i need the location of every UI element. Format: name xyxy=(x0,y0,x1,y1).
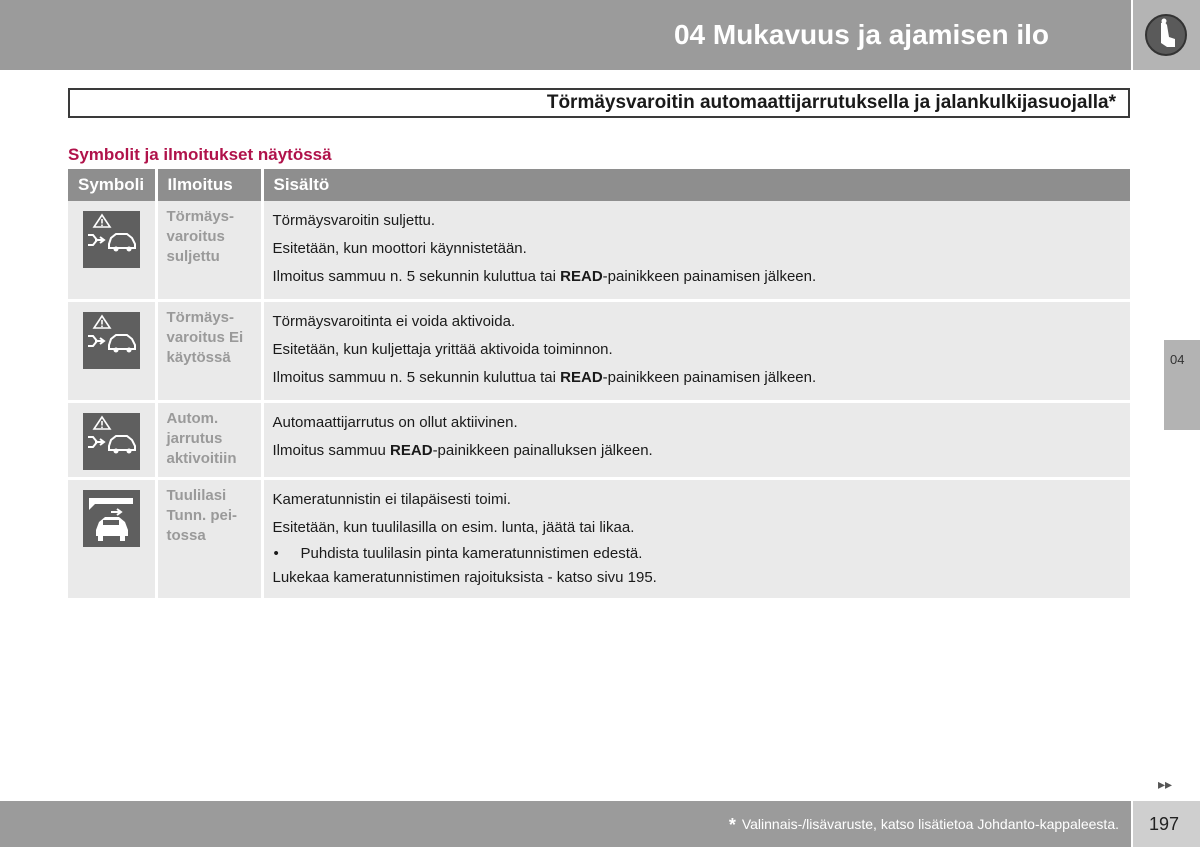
footnote-text: Valinnais-/lisävaruste, katso lisätietoa Johdanto-kappaleesta. xyxy=(741,816,1119,832)
content-line xyxy=(273,437,1123,465)
message-line: jarrutus xyxy=(166,430,223,447)
symbol-cell xyxy=(68,402,156,479)
footnote xyxy=(729,815,1119,836)
bullet-dot: • xyxy=(273,545,279,562)
collision-warning-icon xyxy=(83,312,140,369)
camera-sensor-icon xyxy=(83,490,140,547)
chapter-title: 04 Mukavuus ja ajamisen ilo xyxy=(673,19,1049,50)
content-text: -painikkeen painalluksen jälkeen. xyxy=(432,442,653,459)
message-cell xyxy=(156,479,262,600)
message-line: käytössä xyxy=(166,349,231,366)
message-cell xyxy=(156,201,262,301)
bullet-text: Puhdista tuulilasin pinta kameratunnistimen edestä. xyxy=(300,545,643,562)
seat-icon xyxy=(1143,12,1189,58)
collision-warning-icon xyxy=(83,211,140,268)
message-line: Tunn. pei- xyxy=(166,507,238,524)
content-line: Törmäysvaroitin suljettu. xyxy=(272,212,436,229)
message-line: varoitus xyxy=(166,228,225,245)
message-line: suljettu xyxy=(166,248,220,265)
content-line: Esitetään, kun kuljettaja yrittää aktivoida toiminnon. xyxy=(272,341,613,358)
column-header-symbol: Symboli xyxy=(68,169,156,201)
message-line: aktivoitiin xyxy=(166,450,237,467)
content-cell xyxy=(262,402,1130,479)
content-text: Ilmoitus sammuu n. 5 sekunnin kuluttua tai xyxy=(272,369,561,386)
header-bar xyxy=(0,0,1131,70)
symbols-table xyxy=(68,169,1130,601)
message-line: Tuulilasi xyxy=(166,487,227,504)
symbol-cell xyxy=(68,201,156,301)
table-header-row xyxy=(68,169,1130,201)
side-tab-label: 04 xyxy=(1170,352,1185,367)
symbol-cell xyxy=(68,301,156,402)
table-row xyxy=(68,402,1130,479)
column-header-message: Ilmoitus xyxy=(156,169,262,201)
subheading: Symbolit ja ilmoitukset näytössä xyxy=(68,145,332,164)
message-line: Törmäys- xyxy=(166,208,235,225)
symbol-cell xyxy=(68,479,156,600)
content-line xyxy=(273,364,1123,392)
message-line: tossa xyxy=(166,527,206,544)
message-line: varoitus Ei xyxy=(166,329,244,346)
content-line: Esitetään, kun moottori käynnistetään. xyxy=(272,240,527,257)
content-line: Lukekaa kameratunnistimen rajoituksista - katso sivu 195. xyxy=(272,569,657,586)
footer-bar xyxy=(0,801,1131,847)
content-line: Törmäysvaroitinta ei voida aktivoida. xyxy=(272,313,516,330)
content-text: -painikkeen painamisen jälkeen. xyxy=(602,369,817,386)
content-line xyxy=(273,263,1123,291)
read-button-name: READ xyxy=(560,369,603,386)
content-text: -painikkeen painamisen jälkeen. xyxy=(602,268,817,285)
page-number-box xyxy=(1133,801,1200,847)
table-row xyxy=(68,301,1130,402)
message-line: Törmäys- xyxy=(166,309,235,326)
message-cell xyxy=(156,301,262,402)
message-line: Autom. xyxy=(166,410,219,427)
content-text: Ilmoitus sammuu xyxy=(272,442,391,459)
chapter-icon-box xyxy=(1133,0,1200,70)
chapter-side-tab xyxy=(1164,340,1200,430)
bullet-item xyxy=(273,542,1123,566)
read-button-name: READ xyxy=(390,442,433,459)
page-number: 197 xyxy=(1149,814,1180,834)
content-cell xyxy=(262,201,1130,301)
content-text: Ilmoitus sammuu n. 5 sekunnin kuluttua tai xyxy=(272,268,561,285)
message-cell xyxy=(156,402,262,479)
footnote-star: * xyxy=(728,815,736,835)
section-title-box xyxy=(68,88,1130,118)
section-title: Törmäysvaroitin automaattijarrutuksella ja jalankulkijasuojalla* xyxy=(546,92,1116,113)
column-header-content: Sisältö xyxy=(262,169,1130,201)
content-line: Kameratunnistin ei tilapäisesti toimi. xyxy=(272,491,511,508)
continue-arrow-icon: ▸▸ xyxy=(1158,776,1173,792)
content-line: Automaattijarrutus on ollut aktiivinen. xyxy=(272,414,518,431)
content-cell xyxy=(262,301,1130,402)
table-row xyxy=(68,479,1130,600)
collision-warning-icon xyxy=(83,413,140,470)
content-cell xyxy=(262,479,1130,600)
content-line: Esitetään, kun tuulilasilla on esim. lunta, jäätä tai likaa. xyxy=(272,519,635,536)
table-row xyxy=(68,201,1130,301)
read-button-name: READ xyxy=(560,268,603,285)
